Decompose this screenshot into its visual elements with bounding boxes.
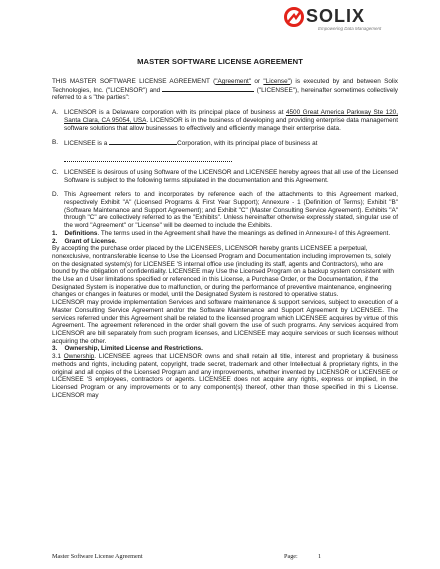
clause-text	[64, 109, 398, 132]
intro-term-license: "License"	[263, 78, 290, 85]
clause-label: C.	[52, 168, 59, 176]
footer-title: Master Software License Agreement	[52, 553, 143, 560]
licensee-address-blank[interactable]	[64, 156, 232, 162]
intro-text: ) is executed by and between Solix Technologies, Inc. ("LICENSOR") and	[52, 78, 398, 94]
solix-mark-icon	[284, 7, 304, 27]
section-2-heading	[52, 238, 398, 246]
clause-c-text: LICENSEE is desirous of using Software of the LICENSOR and LICENSEE hereby agrees that all use of the Licensed Software is subject to the following terms stipulated in the documentation and this Agreement.	[64, 168, 398, 184]
section-heading: Definitions	[64, 229, 98, 237]
clause-label: A.	[52, 109, 59, 117]
section-1-text: . The terms used in the Agreement shall have the meanings as defined in Annexure-I of this Agreement.	[97, 229, 391, 237]
clause-b-text: LICENSEE is a	[64, 140, 110, 148]
clause-label-spacer	[52, 156, 64, 162]
brand-name: SOLIX	[306, 6, 366, 26]
section-number: 2.	[52, 237, 58, 245]
section-3-paragraph-1	[52, 353, 398, 399]
subsection-number: 3.1	[52, 353, 64, 361]
clause-b-text: Corporation, with its principal place of business at	[177, 140, 318, 148]
section-3-text: . LICENSEE agrees that LICENSOR owns and shall retain all title, interest and proprietary & business methods and rights, including patent, copyright, trade secret, trademark and other Intellectual & proprietary rights, in the original and all copies of the Licensed Program and any improvements, whether invented by LICENSOR or LICENSEE or LICENSEE 'S employees, contractors or agents. LICENSEE does not acquire any rights, express or implied, in the Licensed Program or any improvements or to any component(s) thereof, other than those specified in thi s License. LICENSOR may	[52, 353, 398, 399]
section-number: 1.	[52, 229, 58, 237]
clause-b-address-line	[52, 156, 398, 162]
section-3-heading	[52, 345, 398, 353]
licensee-type-blank[interactable]	[109, 139, 177, 145]
clause-d-text: This Agreement refers to and incorporates by reference each of the attachments to this Agreement marked, respectively Exhibit "A" (Licensed Programs & First Year Support); Annexure - 1 (Definition of Terms); Exhibit "B" (Software Maintenance and Support Agreement); and Exhibit "C" (Master Consulting Service Agreement). Exhibits "A" through "C" are collectively referred to as the "Exhibits". Unless hereinafter otherwise expressly stated, singular use of the word "Agreement" or "License" will be deemed to include the Exhibits.	[64, 191, 398, 230]
document-body	[52, 78, 398, 399]
licensor-address: 4500 Great America Parkway Ste 120, Santa Clara, CA 95054, USA	[64, 109, 399, 124]
section-1	[52, 230, 398, 238]
subsection-heading: Ownership	[63, 353, 95, 361]
footer-page-number: 1	[318, 553, 322, 560]
solix-logo	[284, 5, 434, 31]
clause-d	[52, 191, 398, 230]
intro-text: ("LICENSEE"), hereinafter sometimes collectively referred to a s "the parties":	[52, 86, 398, 102]
clause-text	[64, 139, 317, 148]
brand-tagline: Empowering Data Management	[318, 26, 382, 31]
section-number: 3.	[52, 345, 58, 353]
clause-a-text: LICENSOR is a Delaware corporation with its principal place of business at	[64, 109, 286, 117]
licensee-name-blank[interactable]	[162, 86, 254, 92]
clause-label: D.	[52, 191, 59, 199]
clause-a	[52, 109, 398, 132]
clause-b	[52, 139, 398, 148]
intro-term-agreement: "Agreement"	[215, 78, 252, 85]
section-heading: Grant of License.	[64, 237, 117, 245]
intro-paragraph	[52, 78, 398, 102]
clause-label: B.	[52, 139, 59, 147]
document-title: MASTER SOFTWARE LICENSE AGREEMENT	[137, 57, 303, 66]
intro-text: or	[251, 78, 264, 85]
footer-page-label: Page:	[284, 553, 298, 560]
section-heading: Ownership, Limited License and Restrictions.	[64, 345, 203, 353]
section-2-paragraph-2: LICENSOR may provide implementation Services and software maintenance & support services, subject to execution of a Master Consulting Service Agreement and/or the Software Maintenance and Support Agreement by LICENSEE. The services referred under this Agreement shall be related to the licensed program which LICENSEE acquires by virtue of this Agreement. The agreement referenced in the order shall govern the use of such programs. Any services acquired from LICENSOR are bill separately from such program licenses, and LICENSEE may acquire services or such licenses without acquiring the other.	[52, 299, 398, 345]
clause-a-text: . LICENSOR is in the business of developing and providing enterprise data management software solutions that allow businesses to effectively and efficiently manage their enterprise data.	[64, 116, 398, 132]
section-2-paragraph-1: By accepting the purchase order placed by the LICENSEES, LICENSOR hereby grants LICENSEE a perpetual, nonexclusive, nontransferable license to Use the Licensed Program and Documentation including improvemen ts, solely on the designated system(s) for LICENSEE 'S internal office use (including its staff, agents and Contractors), who are bound by the obligation of confidentiality. LICENSEE may Use the Licensed Program on a backup system consistent with the Use an d User limitations specified or referenced in this License, a Purchase Order, or the Documentation, if the Designated System is inoperative due to malfunction, or during the performance of preventive maintenance, engineering changes or changes in features or model, until the Designated System is restored to operative status.	[52, 245, 394, 299]
clause-c	[52, 169, 398, 184]
intro-text: THIS MASTER SOFTWARE LICENSE AGREEMENT (	[52, 78, 216, 85]
